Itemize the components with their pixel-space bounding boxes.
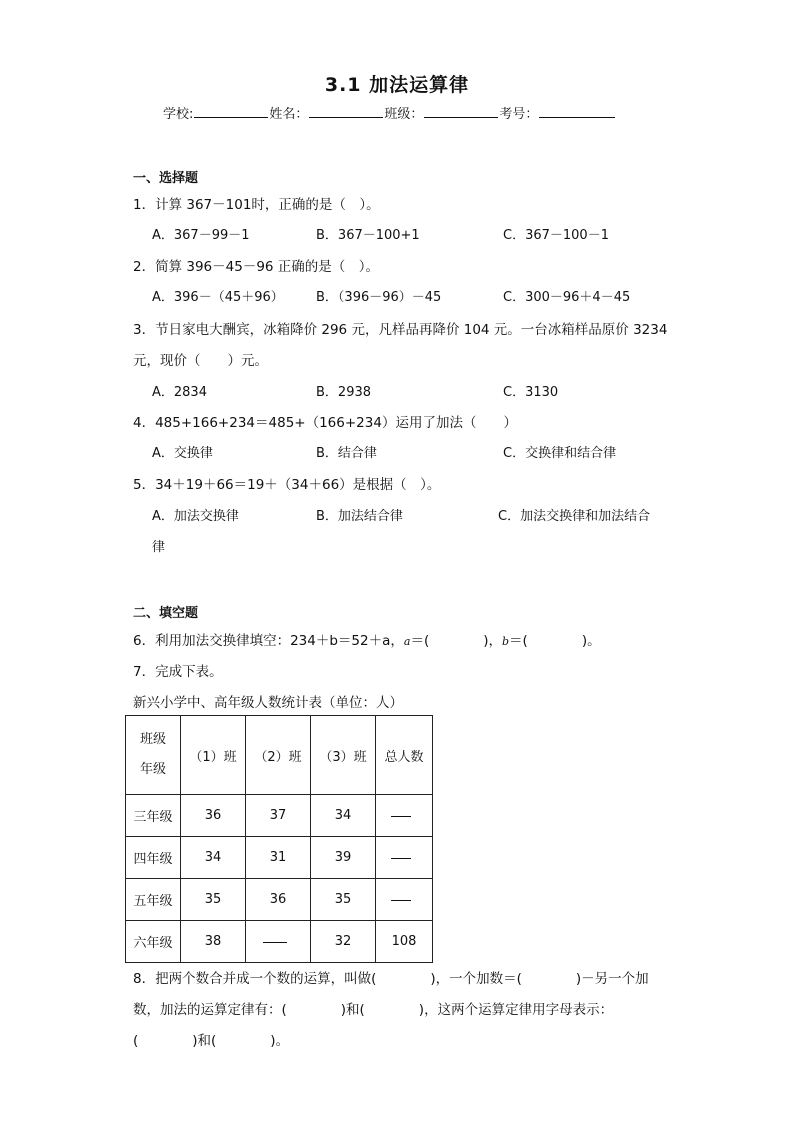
answer-underline	[263, 941, 287, 943]
section-choice-heading: 一、选择题	[133, 171, 199, 186]
q4-option-a: A．交换律	[152, 446, 213, 461]
cell-class-2: 36	[246, 879, 311, 921]
q6-prefix: 6．利用加法交换律填空：234＋b＝52＋a，	[133, 633, 404, 649]
q2-option-c: C．300－96＋4－45	[503, 290, 631, 305]
cell-total-blank[interactable]	[376, 879, 433, 921]
q5-option-b: B．加法结合律	[316, 509, 403, 524]
table-header-row	[126, 716, 433, 795]
cell-class-3: 39	[311, 837, 376, 879]
question-5: 5．34＋19＋66＝19＋（34＋66）是根据（ ）。	[133, 477, 441, 493]
student-info-line	[163, 103, 616, 122]
question-7: 7．完成下表。	[133, 664, 223, 680]
question-3-line1: 3．节日家电大酬宾，冰箱降价 296 元，凡样品再降价 104 元。一台冰箱样品原价 3234	[133, 322, 668, 338]
q6-middle: ＝( )，	[410, 633, 502, 649]
question-8-line1: 8．把两个数合并成一个数的运算，叫做( )，一个加数＝( )－另一个加	[133, 971, 649, 987]
cell-class-3: 34	[311, 795, 376, 837]
name-label: 姓名：	[269, 107, 309, 122]
table-caption: 新兴小学中、高年级人数统计表（单位：人）	[133, 695, 403, 711]
question-8-line2: 数，加法的运算定律有：( )和( )，这两个运算定律用字母表示：	[133, 1002, 614, 1018]
row-grade: 四年级	[126, 837, 181, 879]
corner-header	[126, 716, 181, 795]
cell-total-blank[interactable]	[376, 837, 433, 879]
cell-class-1: 35	[181, 879, 246, 921]
q6-suffix: ＝( )。	[509, 633, 601, 649]
table-row	[126, 837, 433, 879]
q3-option-a: A．2834	[152, 385, 207, 400]
q2-option-b: B．（396－96）－45	[316, 290, 442, 305]
cell-class-2: 31	[246, 837, 311, 879]
school-label: 学校:	[163, 107, 194, 122]
class-label: 班级：	[384, 107, 424, 122]
table-row	[126, 879, 433, 921]
question-8-line3: ( )和( )。	[133, 1033, 290, 1049]
question-3-line2: 元，现价（ ）元。	[133, 353, 268, 369]
question-2: 2．简算 396－45－96 正确的是（ ）。	[133, 259, 380, 275]
q5-option-c: C．加法交换律和加法结合	[498, 509, 651, 524]
corner-header-grade: 年级	[139, 762, 166, 777]
table-row	[126, 921, 433, 963]
cell-class-2-blank[interactable]	[246, 921, 311, 963]
answer-underline	[391, 857, 411, 859]
row-grade: 六年级	[126, 921, 181, 963]
answer-underline	[391, 899, 411, 901]
school-blank	[194, 105, 268, 118]
q2-option-a: A．396－（45＋96）	[152, 290, 284, 305]
section-fill-heading: 二、填空题	[133, 606, 199, 621]
q6-var-b: b	[502, 635, 510, 648]
class-blank	[424, 105, 498, 118]
q3-option-c: C．3130	[503, 385, 559, 400]
q1-option-c: C．367－100－1	[503, 228, 609, 243]
header-class-3: （3）班	[311, 716, 376, 795]
corner-header-class: 班级	[139, 732, 166, 747]
name-blank	[309, 105, 383, 118]
q3-option-b: B．2938	[316, 385, 372, 400]
q1-option-a: A．367－99－1	[152, 228, 250, 243]
header-class-1: （1）班	[181, 716, 246, 795]
q5-option-a: A．加法交换律	[152, 509, 239, 524]
question-4: 4．485+166+234＝485+（166+234）运用了加法（ ）	[133, 415, 517, 431]
row-grade: 五年级	[126, 879, 181, 921]
question-6	[133, 629, 601, 649]
row-grade: 三年级	[126, 795, 181, 837]
cell-class-3: 35	[311, 879, 376, 921]
cell-total: 108	[376, 921, 433, 963]
page-title: 3.1 加法运算律	[324, 74, 470, 96]
number-blank	[539, 105, 615, 118]
number-label: 考号：	[499, 107, 539, 122]
question-1: 1．计算 367－101时，正确的是（ ）。	[133, 197, 380, 213]
cell-class-1: 34	[181, 837, 246, 879]
cell-class-1: 36	[181, 795, 246, 837]
header-class-2: （2）班	[246, 716, 311, 795]
header-total: 总人数	[376, 716, 433, 795]
table-row	[126, 795, 433, 837]
q6-var-a: a	[403, 635, 411, 648]
cell-class-1: 38	[181, 921, 246, 963]
q4-option-b: B．结合律	[316, 446, 377, 461]
cell-class-2: 37	[246, 795, 311, 837]
answer-underline	[391, 815, 411, 817]
cell-total-blank[interactable]	[376, 795, 433, 837]
q5-option-c-continued: 律	[152, 540, 166, 555]
grade-statistics-table	[125, 715, 433, 963]
cell-class-3: 32	[311, 921, 376, 963]
q1-option-b: B．367－100+1	[316, 228, 420, 243]
q4-option-c: C．交换律和结合律	[503, 446, 617, 461]
